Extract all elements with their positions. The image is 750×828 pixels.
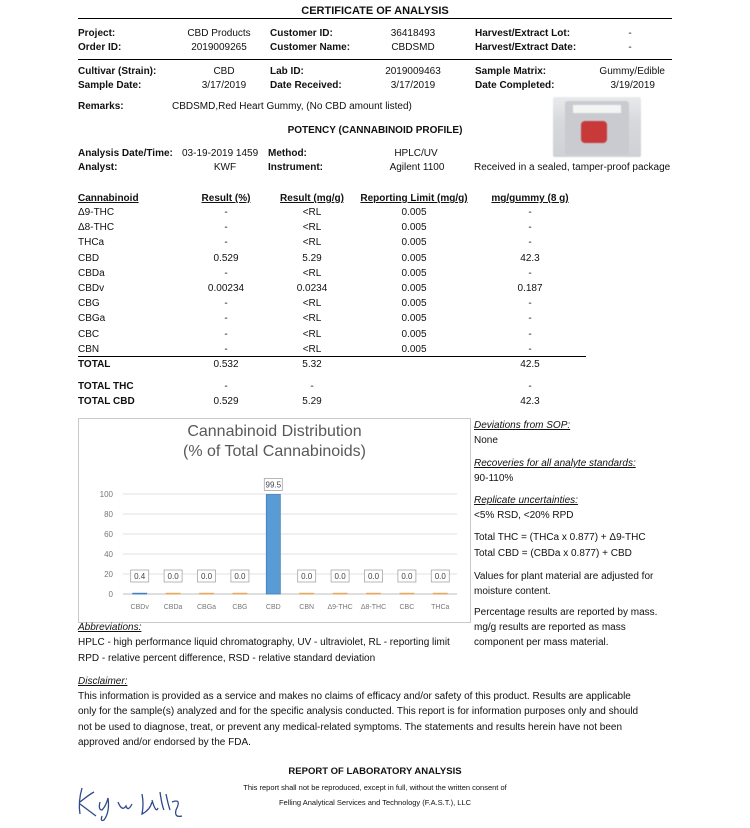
cannabinoid-name: CBGa [78, 313, 106, 325]
x-tick-label: THCa [431, 604, 450, 611]
disclaimer-line3: not be used to diagnose, treat, or prevent any medical-related symptoms. The statements and results herein have not been [78, 722, 623, 733]
harvest-lot-value: - [628, 28, 632, 39]
cannabinoid-name: Δ8-THC [78, 222, 115, 234]
disclaimer-line2: only for the sample(s) analyzed and for the specific analysis conducted. This report is for information purposes only and should [78, 706, 639, 717]
data-label: 0.0 [434, 572, 446, 581]
header-rule [78, 59, 672, 60]
table-cell: <RL [302, 313, 322, 325]
data-label: 0.0 [301, 572, 313, 581]
table-cell: 42.3 [520, 252, 540, 264]
disclaimer-title: Disclaimer: [78, 676, 128, 687]
cannabinoid-name: CBDa [78, 267, 105, 279]
y-tick-label: 40 [104, 550, 113, 559]
table-cell: - [224, 328, 228, 340]
potency-title: POTENCY (CANNABINOID PROFILE) [287, 125, 463, 136]
total-thc-formula: Total THC = (THCa x 0.877) + Δ9-THC [474, 532, 646, 543]
table-header-3: Reporting Limit (mg/g) [360, 193, 468, 204]
table-cell: 0.005 [401, 283, 427, 294]
project-label: Project: [78, 28, 116, 39]
total-label: TOTAL [78, 359, 111, 370]
sample-matrix-label: Sample Matrix: [475, 66, 547, 77]
harvest-lot-label: Harvest/Extract Lot: [475, 28, 571, 39]
replicate-value: <5% RSD, <20% RPD [474, 510, 574, 521]
table-cell: <RL [302, 343, 322, 355]
project-value: CBD Products [187, 28, 251, 39]
sample-date-label: Sample Date: [78, 80, 142, 91]
y-tick-label: 20 [104, 570, 113, 579]
customer-name-label: Customer Name: [270, 42, 351, 53]
bar-cbd [266, 495, 280, 595]
table-cell: 0.529 [213, 252, 239, 264]
deviations-title: Deviations from SOP: [474, 420, 571, 431]
bar-cbg [233, 593, 247, 594]
pct-note-line1: Percentage results are reported by mass. [474, 607, 658, 618]
table-cell: - [224, 267, 228, 279]
analysis-datetime-value: 03-19-2019 1459 [182, 148, 259, 159]
footer-line2: Felling Analytical Services and Technology (F.A.S.T.), LLC [278, 798, 472, 807]
abbreviations-line1: HPLC - high performance liquid chromatography, UV - ultraviolet, RL - reporting limit [78, 637, 450, 648]
x-tick-label: Δ9-THC [327, 604, 353, 611]
data-label: 0.0 [167, 572, 179, 581]
disclaimer-line1: This information is provided as a service and makes no claims of efficacy and/or safety of this product. Results are applicable [78, 691, 631, 702]
customer-name-value: CBDSMD [391, 42, 435, 53]
x-tick-label: CBD [265, 604, 281, 611]
cannabinoid-name: THCa [78, 237, 105, 249]
total-cell: 42.3 [520, 396, 540, 407]
bar-cbn [300, 593, 314, 594]
total-cell: - [310, 381, 314, 392]
cannabinoid-name: Δ9-THC [78, 207, 115, 218]
table-cell: - [224, 343, 228, 355]
bar-δ8-thc [366, 593, 380, 594]
y-tick-label: 60 [104, 530, 113, 539]
total-label: TOTAL THC [78, 381, 134, 392]
table-cell: <RL [302, 207, 322, 218]
cannabinoid-name: CBC [78, 328, 100, 340]
analyst-label: Analyst: [78, 162, 118, 173]
order-id-label: Order ID: [78, 42, 122, 53]
cannabinoid-name: CBD [78, 252, 100, 264]
table-cell: 0.005 [401, 252, 427, 264]
date-completed-label: Date Completed: [475, 80, 555, 91]
cannabinoid-chart [78, 418, 471, 623]
analysis-datetime-label: Analysis Date/Time: [78, 148, 173, 159]
instrument-label: Instrument: [268, 162, 323, 173]
data-label: 0.0 [367, 572, 380, 581]
table-cell: 0.005 [401, 237, 427, 249]
table-cell: - [528, 298, 532, 310]
document-title: CERTIFICATE OF ANALYSIS [301, 5, 449, 17]
table-cell: 0.005 [401, 298, 427, 310]
y-tick-label: 80 [104, 510, 113, 519]
customer-id-value: 36418493 [390, 28, 436, 39]
disclaimer-line4: approved and/or endorsed by the FDA. [78, 737, 251, 748]
data-label: 0.0 [334, 572, 346, 581]
table-cell: 5.29 [302, 252, 322, 264]
bar-thca [433, 593, 447, 594]
data-label: 0.0 [401, 572, 413, 581]
lab-id-value: 2019009463 [385, 66, 441, 77]
replicate-title: Replicate uncertainties: [474, 495, 578, 506]
table-cell: <RL [302, 328, 322, 340]
table-cell: - [528, 237, 532, 249]
customer-id-label: Customer ID: [270, 28, 333, 39]
remarks-label: Remarks: [78, 101, 124, 112]
table-cell: - [528, 328, 532, 340]
table-cell: 0.005 [401, 207, 427, 218]
table-cell: - [224, 237, 228, 249]
total-cell: - [528, 381, 532, 392]
title-rule [78, 18, 672, 19]
table-cell: 0.187 [517, 283, 543, 294]
cultivar-label: Cultivar (Strain): [78, 66, 157, 77]
abbreviations-line2: RPD - relative percent difference, RSD - relative standard deviation [78, 653, 376, 664]
recoveries-value: 90-110% [474, 473, 514, 484]
deviations-value: None [474, 435, 498, 446]
table-cell: - [528, 267, 532, 279]
table-cell: - [528, 222, 532, 234]
table-cell: - [528, 343, 532, 355]
x-tick-label: CBG [232, 604, 248, 611]
total-label: TOTAL CBD [78, 396, 135, 407]
table-cell: 0.005 [401, 343, 427, 355]
table-cell: 0.005 [401, 222, 427, 234]
table-cell: - [528, 313, 532, 325]
chart-title: Cannabinoid Distribution [187, 423, 362, 440]
received-note: Received in a sealed, tamper-proof package [474, 162, 671, 173]
data-label: 0.4 [134, 572, 146, 581]
analyst-value: KWF [213, 162, 237, 173]
plant-note-line1: Values for plant material are adjusted for [474, 571, 654, 582]
total-rule [78, 356, 586, 357]
signature [72, 780, 192, 824]
table-header-0: Cannabinoid [78, 193, 139, 204]
data-label: 0.0 [200, 572, 213, 581]
table-cell: <RL [302, 267, 322, 279]
table-cell: 0.0234 [296, 283, 328, 294]
harvest-date-value: - [628, 42, 632, 53]
bar-δ9-thc [333, 593, 347, 594]
table-cell: <RL [302, 222, 322, 234]
sample-matrix-value: Gummy/Edible [599, 66, 665, 77]
table-header-1: Result (%) [201, 193, 251, 204]
x-tick-label: CBN [299, 604, 315, 611]
chart-plot [79, 419, 470, 622]
method-value: HPLC/UV [394, 148, 438, 159]
total-cbd-formula: Total CBD = (CBDa x 0.877) + CBD [474, 548, 632, 559]
report-title: REPORT OF LABORATORY ANALYSIS [288, 766, 462, 777]
x-tick-label: Δ8-THC [360, 604, 387, 611]
plant-note-line2: moisture content. [474, 586, 551, 597]
cultivar-value: CBD [213, 66, 235, 77]
table-cell: 0.005 [401, 267, 427, 279]
footer-line1: This report shall not be reproduced, except in full, without the written consent of [243, 783, 507, 792]
bar-cbda [166, 593, 180, 594]
table-cell: - [528, 207, 532, 218]
harvest-date-label: Harvest/Extract Date: [475, 42, 577, 53]
bar-cbga [199, 593, 213, 594]
table-cell: 0.00234 [207, 283, 245, 294]
pct-note-line3: component per mass material. [474, 637, 609, 648]
method-label: Method: [268, 148, 307, 159]
date-received-value: 3/17/2019 [390, 80, 436, 91]
remarks-value: CBDSMD,Red Heart Gummy, (No CBD amount listed) [172, 101, 412, 112]
y-tick-label: 100 [99, 490, 113, 499]
table-cell: <RL [302, 298, 322, 310]
total-cell: 0.529 [213, 396, 239, 407]
recoveries-title: Recoveries for all analyte standards: [474, 458, 636, 469]
order-id-value: 2019009265 [191, 42, 247, 53]
y-tick-label: 0 [108, 590, 113, 599]
x-tick-label: CBDa [163, 604, 183, 611]
x-tick-label: CBC [399, 604, 415, 611]
table-cell: - [224, 207, 228, 218]
total-cell: - [224, 381, 228, 392]
date-completed-value: 3/19/2019 [610, 80, 655, 91]
instrument-value: Agilent 1100 [389, 162, 445, 173]
date-received-label: Date Received: [270, 80, 342, 91]
table-cell: - [224, 222, 228, 234]
cannabinoid-name: CBN [78, 343, 100, 355]
total-cell: 0.532 [213, 359, 239, 370]
data-label: 0.0 [234, 572, 246, 581]
pct-note-line2: mg/g results are reported as mass [474, 622, 626, 633]
table-header-4: mg/gummy (8 g) [491, 193, 569, 204]
cannabinoid-name: CBG [78, 298, 100, 310]
bar-cbdv [133, 593, 147, 594]
chart-subtitle: (% of Total Cannabinoids) [183, 443, 366, 460]
table-cell: - [224, 298, 228, 310]
bar-cbc [400, 593, 414, 594]
x-tick-label: CBDv [130, 604, 149, 611]
sample-date-value: 3/17/2019 [201, 80, 247, 91]
abbreviations-title: Abbreviations: [78, 622, 142, 633]
table-cell: 0.005 [401, 328, 427, 340]
table-header-2: Result (mg/g) [280, 193, 344, 204]
x-tick-label: CBGa [196, 604, 217, 611]
cannabinoid-name: CBDv [78, 283, 105, 294]
table-cell: 0.005 [401, 313, 427, 325]
total-cell: 42.5 [520, 359, 540, 370]
total-cell: 5.29 [302, 396, 322, 407]
table-cell: <RL [302, 237, 322, 249]
table-cell: - [224, 313, 228, 325]
data-label: 99.5 [265, 480, 282, 490]
total-cell: 5.32 [302, 359, 322, 370]
lab-id-label: Lab ID: [270, 66, 304, 77]
